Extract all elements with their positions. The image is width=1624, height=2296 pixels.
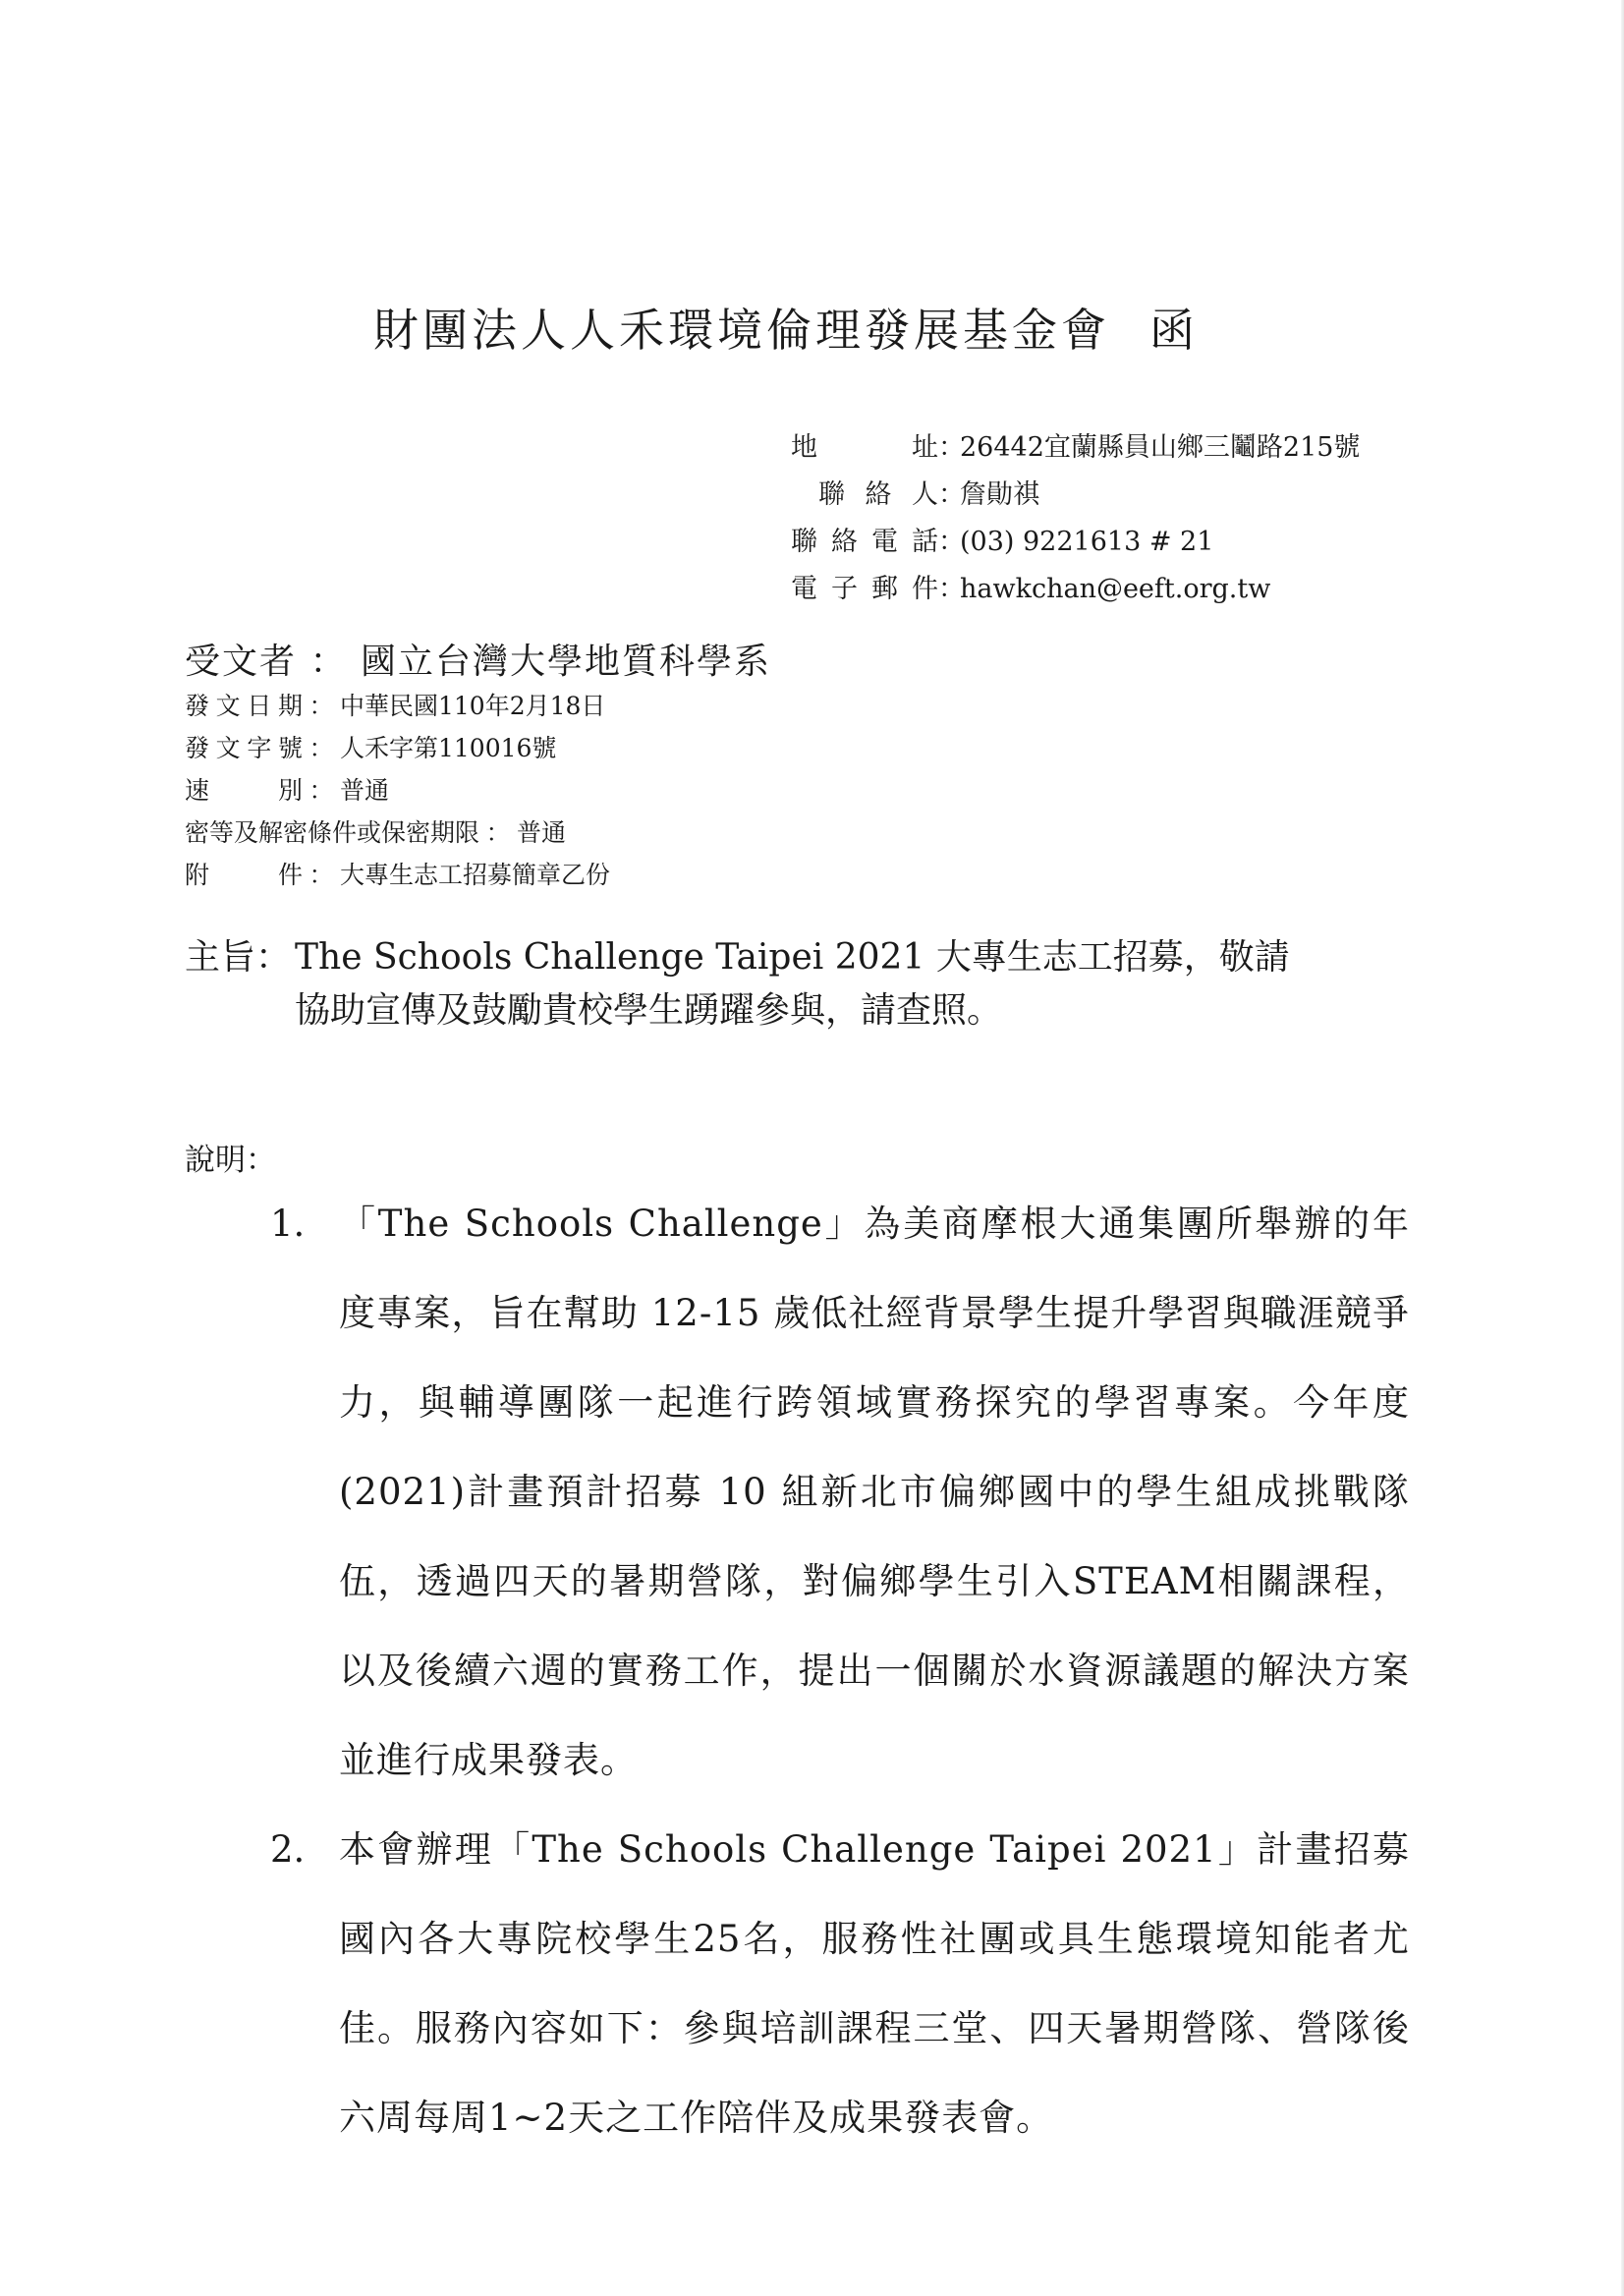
contact-label: 聯絡電話	[791, 527, 938, 557]
contact-value: 詹勛祺	[960, 479, 1039, 510]
meta-document-number	[185, 727, 610, 769]
recipient-line	[185, 634, 771, 684]
meta-value: 大專生志工招募簡章乙份	[340, 861, 611, 889]
meta-label: 附件	[185, 861, 303, 889]
item-text: 「The Schools Challenge」為美商摩根大通集團所舉辦的年度專案，旨在幫助 12-15 歲低社經背景學生提升學習與職涯競爭力，與輔導團隊一起進行跨領域實務探究的學習專案。今年度(2021)計畫預計招募 10 組新北市偏鄉國中的學生組成挑戰隊伍，透過四天的暑期營隊，對偏鄉學生引入STEAM相關課程，以及後續六週的實務工作，提出一個關於水資源議題的解決方案並進行成果發表。	[339, 1203, 1410, 1781]
contact-separator: ：	[938, 479, 965, 510]
meta-label: 密等及解密條件或保密期限	[185, 818, 480, 847]
subject-line-2: 協助宣傳及鼓勵貴校學生踴躍參與，請查照。	[295, 990, 1003, 1031]
meta-attachment	[185, 854, 610, 896]
list-item	[270, 1805, 1449, 2162]
title-document-type: 函	[1149, 304, 1199, 357]
contact-separator: ：	[938, 432, 965, 463]
recipient-value: 國立台灣大學地質科學系	[360, 642, 771, 682]
contact-value: hawkchan@eeft.org.tw	[960, 574, 1271, 604]
contact-phone	[791, 519, 1557, 566]
meta-separator: ：	[308, 776, 334, 805]
meta-separator: ：	[308, 692, 334, 720]
contact-value: 26442宜蘭縣員山鄉三鬮路215號	[960, 432, 1361, 463]
meta-label: 發文日期	[185, 692, 303, 720]
sender-contact-block	[791, 424, 1557, 613]
contact-label: 地址	[791, 432, 938, 463]
title-organization: 財團法人人禾環境倫理發展基金會	[373, 304, 1110, 357]
meta-urgency	[185, 769, 610, 812]
meta-value: 人禾字第110016號	[340, 734, 557, 762]
contact-separator: ：	[938, 527, 965, 557]
contact-email	[791, 566, 1557, 613]
meta-value: 普通	[517, 818, 567, 847]
contact-value: (03) 9221613 # 21	[960, 527, 1214, 557]
meta-value: 中華民國110年2月18日	[340, 692, 606, 720]
subject-block	[185, 931, 1452, 1037]
recipient-separator: ：	[309, 642, 348, 682]
explanation-list	[270, 1179, 1449, 2162]
meta-separator: ：	[308, 861, 334, 889]
meta-label: 發文字號	[185, 734, 303, 762]
contact-separator: ：	[938, 574, 965, 604]
meta-classification	[185, 812, 610, 854]
document-meta-block	[185, 685, 610, 896]
letter-title	[373, 295, 1258, 360]
recipient-label: 受文者	[185, 642, 298, 682]
list-item	[270, 1179, 1449, 1805]
item-text: 本會辦理「The Schools Challenge Taipei 2021」計畫招募國內各大專院校學生25名，服務性社團或具生態環境知能者尤佳。服務內容如下：參與培訓課程三堂、四天暑期營隊、營隊後六周每周1~2天之工作陪伴及成果發表會。	[339, 1828, 1410, 2139]
meta-separator: ：	[485, 818, 511, 847]
explanation-label: 說明：	[185, 1143, 276, 1178]
meta-issue-date	[185, 685, 610, 727]
subject-label: 主旨：	[185, 937, 292, 978]
contact-label: 電子郵件	[791, 574, 938, 604]
meta-separator: ：	[308, 734, 334, 762]
item-number: 2.	[270, 1828, 306, 1871]
meta-label: 速別	[185, 776, 303, 805]
meta-value: 普通	[340, 776, 390, 805]
contact-label: 聯絡人	[818, 479, 938, 510]
item-number: 1.	[270, 1203, 306, 1245]
contact-person	[791, 472, 1557, 519]
contact-address	[791, 424, 1557, 472]
subject-line-1: The Schools Challenge Taipei 2021 大專生志工招募，敬請	[295, 937, 1290, 978]
